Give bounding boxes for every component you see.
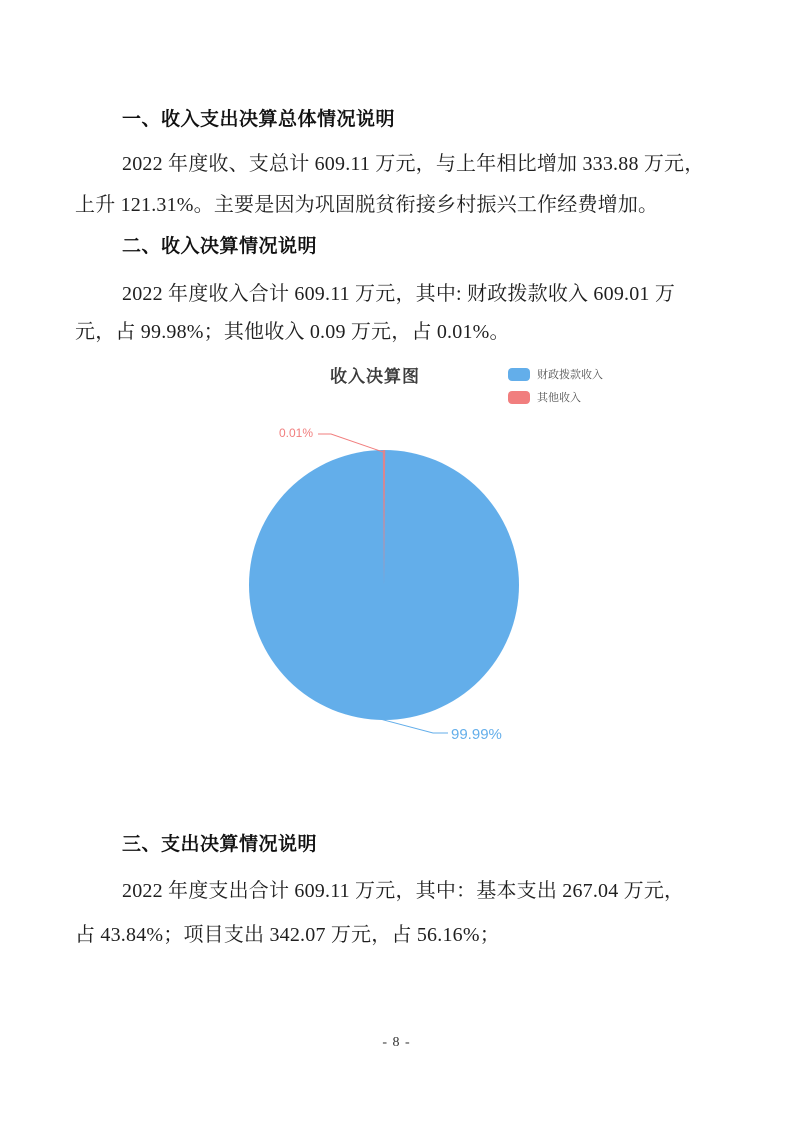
legend-label-other: 其他收入 (537, 392, 581, 404)
leader-line-other (318, 434, 383, 452)
paragraph-3-line-1: 2022 年度支出合计 609.11 万元，其中：基本支出 267.04 万元， (122, 880, 685, 902)
pie-label-other: 0.01% (279, 426, 314, 440)
pie-label-fiscal: 99.99% (451, 726, 502, 743)
section-2-heading: 二、收入决算情况说明 (122, 236, 318, 257)
legend-item-fiscal (508, 366, 603, 382)
paragraph-2-line-1: 2022 年度收入合计 609.11 万元，其中: 财政拨款收入 609.01 万 (122, 283, 676, 305)
paragraph-2-line-2: 元，占 99.98%；其他收入 0.09 万元，占 0.01%。 (75, 321, 510, 343)
section-3-heading: 三、支出决算情况说明 (122, 834, 318, 855)
section-1-heading: 一、收入支出决算总体情况说明 (122, 109, 396, 130)
leader-line-fiscal (380, 719, 448, 733)
page-number: - 8 - (382, 1035, 411, 1050)
paragraph-1-line-2: 上升 121.31%。主要是因为巩固脱贫衔接乡村振兴工作经费增加。 (75, 194, 659, 216)
legend-item-other (508, 389, 603, 405)
paragraph-3-line-2: 占 43.84%；项目支出 342.07 万元，占 56.16%； (75, 924, 500, 946)
paragraph-1-line-1: 2022 年度收、支总计 609.11 万元，与上年相比增加 333.88 万元， (122, 153, 705, 175)
legend-label-fiscal: 财政拨款收入 (537, 369, 603, 381)
chart-legend (508, 366, 603, 412)
legend-swatch-fiscal-icon (508, 368, 530, 381)
income-pie-chart (230, 410, 620, 760)
legend-swatch-other-icon (508, 391, 530, 404)
chart-title: 收入决算图 (330, 367, 420, 386)
